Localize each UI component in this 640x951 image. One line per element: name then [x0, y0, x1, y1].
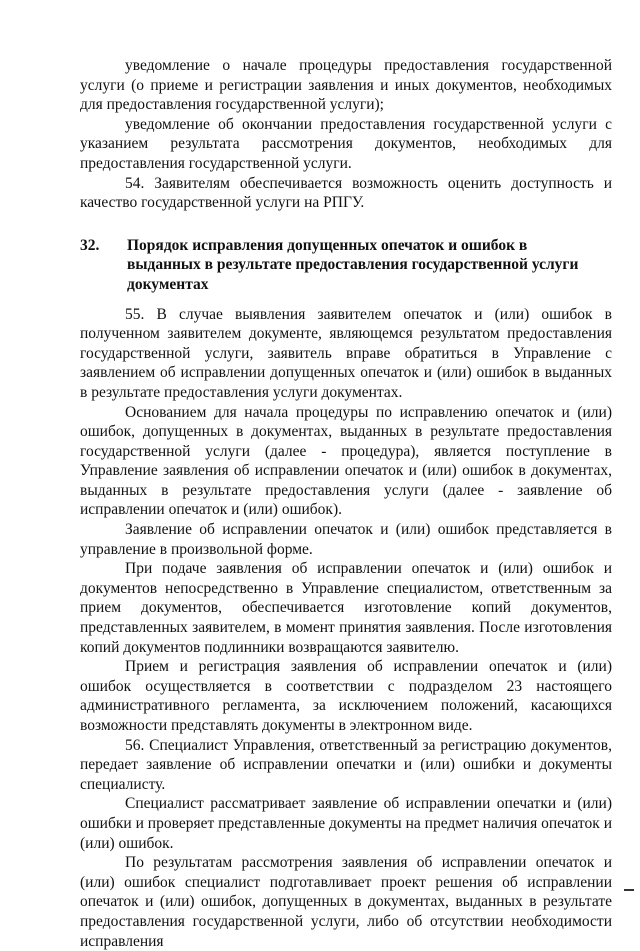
- section-number: 32.: [80, 236, 100, 254]
- paragraph-54: 54. Заявителям обеспечивается возможность оценить доступность и качество государственной услуги на РПГУ.: [80, 174, 612, 212]
- paragraph-55: 55. В случае выявления заявителем опечаток и (или) ошибок в полученном заявителем документе, являющемся результатом предоставления государственной услуги, заявитель вправе обратиться в Управление с заявлением об исправлении допущенных опечаток и (или) ошибок в выданных в результате предоставления услуги документах.: [80, 305, 612, 401]
- paragraph-free-form: Заявление об исправлении опечаток и (или) ошибок представляется в управление в произвольной форме.: [80, 521, 612, 558]
- paragraph-procedure-basis: Основанием для начала процедуры по исправлению опечаток и (или) ошибок, допущенных в документах, выданных в результате предоставления государственной услуги (далее - процедура), является поступление в Управление заявления об исправлении опечаток и (или) ошибок в документах, выданных в результате предоставления услуги (далее - заявление об исправлении опечаток и (или) ошибок).: [80, 403, 612, 519]
- paragraph-notice-end: уведомление об окончании предоставления государственной услуги с указанием результата рассмотрения документов, необходимых для предоставления государственной услуги.: [80, 115, 612, 172]
- paragraph-notice-start: уведомление о начале процедуры предоставления государственной услуги (о приеме и регистрации заявления и иных документов, необходимых для предоставления государственной услуги);: [80, 57, 612, 114]
- paragraph-review: Специалист рассматривает заявление об исправлении опечатки и (или) ошибки и проверяет представленные документы на предмет наличия опечаток и (или) ошибок.: [80, 795, 612, 852]
- section-heading: [80, 236, 612, 295]
- document-body: [80, 56, 612, 951]
- paragraph-56: 56. Специалист Управления, ответственный за регистрацию документов, передает заявление об исправлении опечатки и (или) ошибки и документы специалисту.: [80, 736, 612, 793]
- paragraph-document-copies: При подаче заявления об исправлении опечаток и (или) ошибок и документов непосредственно в Управление специалистом, ответственным за прием документов, обеспечивается изготовление копий документов, представленных заявителем, в момент принятия заявления. После изготовления копий документов подлинники возвращаются заявителю.: [80, 560, 612, 656]
- section-title: Порядок исправления допущенных опечаток и ошибок в выданных в результате предоставления государственной услуги документах: [127, 236, 579, 293]
- scan-edge-mark: [624, 889, 634, 891]
- paragraph-decision: По результатам рассмотрения заявления об исправлении опечаток и (или) ошибок специалист подготавливает проект решения об исправлении опечаток и (или) ошибок, допущенных в документах, выданных в результате предоставления государственной услуги, либо об отсутствии необходимости исправления: [80, 854, 612, 950]
- paragraph-registration: Прием и регистрация заявления об исправлении опечаток и (или) ошибок осуществляется в соответствии с подразделом 23 настоящего административного регламента, за исключением положений, касающихся возможности представлять документы в электронном виде.: [80, 658, 612, 734]
- section-spacer: [80, 213, 612, 222]
